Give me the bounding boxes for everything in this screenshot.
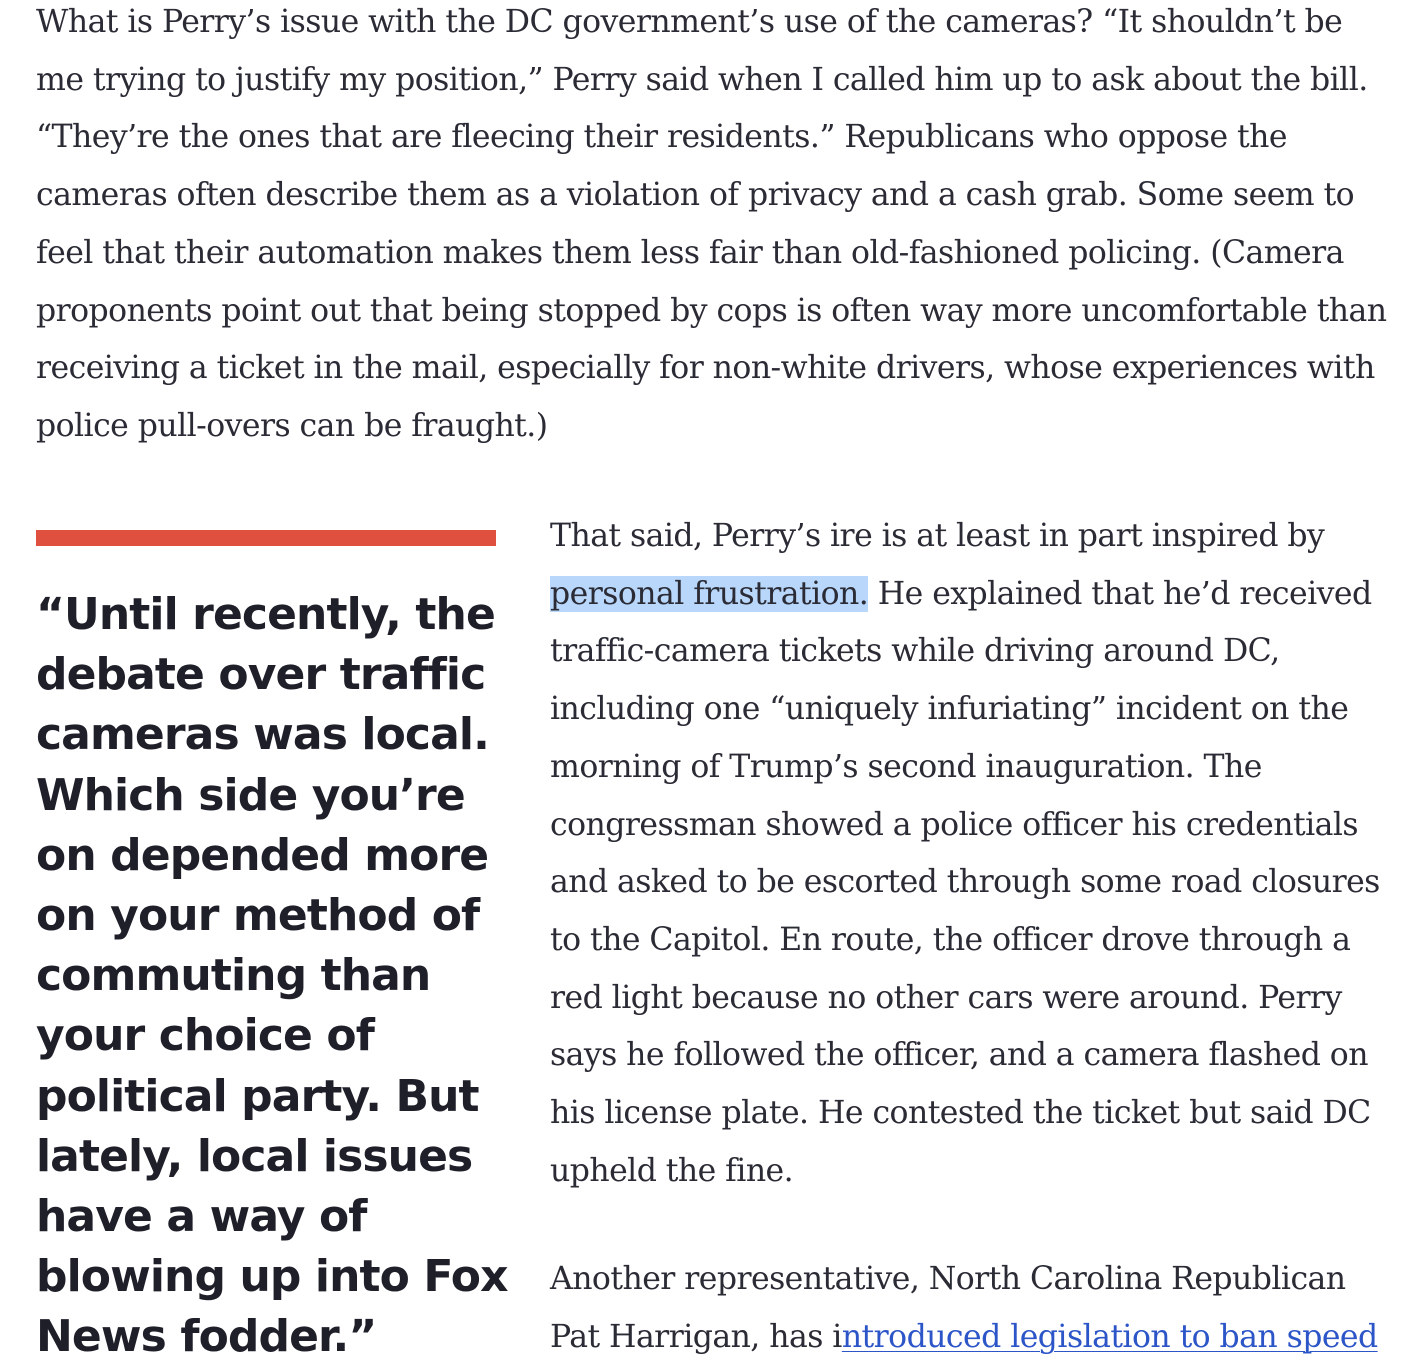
article-body-column — [550, 508, 1400, 1367]
legislation-link[interactable]: ntroduced legislation to ban speed — [841, 1319, 1378, 1356]
paragraph-text: He explained that he’d received traffic-camera tickets while driving around DC, including one “uniquely infuriating” incident on the morning of Trump’s second inauguration. The congressman showed a police officer his credentials and asked to be escorted through some road closures to the Capitol. En route, the officer drove through a red light because no other cars were around. Perry says he followed the officer, and a camera flashed on his license plate. He contested the ticket but said DC upheld the fine. — [550, 575, 1380, 1189]
paragraph-lead-text: That said, Perry’s ire is at least in part inspired by — [550, 518, 1325, 554]
article-paragraph — [550, 508, 1400, 1200]
pull-quote: “Until recently, the debate over traffic cameras was local. Which side you’re on depended more on your method of commuting than your choice of political party. But lately, local issues have a way of blowing up into Fox News fodder.” — [36, 589, 508, 1363]
pull-quote-accent-bar — [36, 530, 496, 546]
paragraph-lead-text: Another representative, North Carolina Republican Pat Harrigan, has i — [550, 1261, 1346, 1356]
article-paragraph: What is Perry’s issue with the DC government’s use of the cameras? “It shouldn’t be me trying to justify my position,” Perry said when I called him up to ask about the bill. “They’re the ones that are fleecing their residents.” Republicans who oppose the cameras often describe them as a violation of privacy and a cash grab. Some seem to feel that their automation makes them less fair than old-fashioned policing. (Camera proponents point out that being stopped by cops is often way more uncomfortable than receiving a ticket in the mail, especially for non-white drivers, whose experiences with police pull-overs can be fraught.) — [36, 4, 1387, 444]
selected-text-highlight[interactable]: personal frustration. — [550, 575, 869, 612]
article-paragraph — [550, 1251, 1400, 1366]
